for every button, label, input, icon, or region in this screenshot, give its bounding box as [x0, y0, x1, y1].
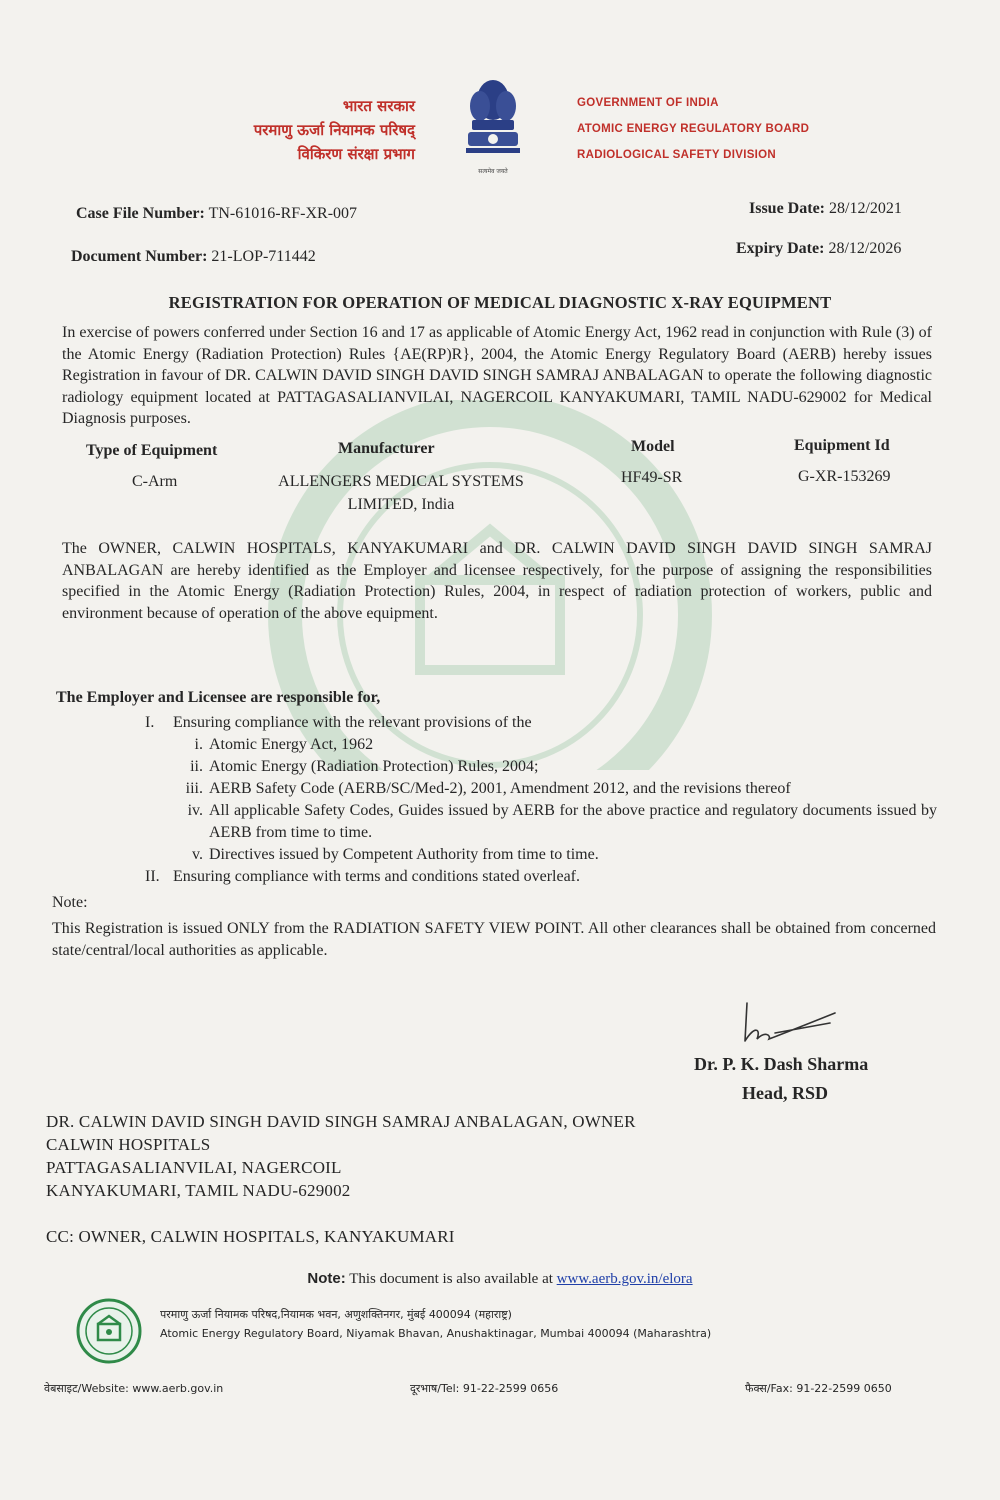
expiry-date: [736, 240, 901, 258]
footer-fax: फैक्स/Fax: 91-22-2599 0650: [745, 1382, 892, 1395]
case-file-label: Case File Number:: [76, 205, 205, 222]
table-header-equipment-id: Equipment Id: [794, 437, 890, 454]
document-label: Document Number:: [71, 248, 208, 265]
sub-item-number: iii.: [185, 780, 203, 797]
intro-paragraph: In exercise of powers conferred under Section 16 and 17 as applicable of Atomic Energy Act, 1962 read in conjunction with Rule (3) of the Atomic Energy (Radiation Protection) Rules {AE(RP)R}, 2004, the Atomic Energy Regulatory Board (AERB) hereby issues Registration in favour of DR. CALWIN DAVID SINGH DAVID SINGH SAMRAJ ANBALAGAN to operate the following diagnostic radiology equipment located at PATTAGASALIANVILAI, NAGERCOIL KANYAKUMARI, TAMIL NADU-629002 for Medical Diagnosis purposes.: [62, 324, 932, 427]
sub-item: [173, 800, 937, 844]
signatory-name: Dr. P. K. Dash Sharma: [694, 1054, 869, 1074]
cc-line: CC: OWNER, CALWIN HOSPITALS, KANYAKUMARI: [46, 1227, 455, 1246]
item-number: II.: [145, 868, 160, 885]
table-cell-manufacturer: [256, 470, 546, 516]
table-cell-model: HF49-SR: [621, 469, 683, 486]
expiry-value: 28/12/2026: [828, 240, 902, 257]
item-text: Ensuring compliance with the relevant provisions of the: [173, 714, 532, 731]
elora-link[interactable]: www.aerb.gov.in/elora: [556, 1271, 693, 1287]
note-label: Note:: [52, 894, 88, 911]
addressee-line: KANYAKUMARI, TAMIL NADU-629002: [46, 1181, 351, 1200]
sub-item-text: All applicable Safety Codes, Guides issued by AERB for the above practice and regulatory documents issued by AERB from time to time.: [209, 802, 937, 841]
sub-item-number: iv.: [187, 802, 203, 819]
document-number: [71, 248, 316, 266]
document-value: 21-LOP-711442: [211, 248, 316, 265]
responsibility-item: [145, 866, 937, 888]
national-emblem: [458, 70, 528, 180]
addressee-block: [46, 1110, 636, 1202]
english-header: [577, 90, 809, 168]
lion-capital-icon: [458, 70, 528, 180]
table-header-manufacturer: Manufacturer: [338, 440, 435, 457]
sub-item-list: [145, 734, 937, 866]
owner-paragraph: The OWNER, CALWIN HOSPITALS, KANYAKUMARI and DR. CALWIN DAVID SINGH DAVID SINGH SAMRAJ ANBALAGAN are hereby identified as the Employer and licensee respectively, for the purpose of assigning the responsibilities specified in the Atomic Energy (Radiation Protection) Rules, 2004, in respect of radiation protection of workers, public and environment because of operation of the above equipment.: [62, 540, 932, 622]
sub-item-text: Atomic Energy (Radiation Protection) Rules, 2004;: [209, 758, 539, 775]
footer-address-hindi: परमाणु ऊर्जा नियामक परिषद,नियामक भवन, अणुशक्तिनगर, मुंबई 400094 (महाराष्ट्र): [160, 1308, 512, 1321]
english-header-line: GOVERNMENT OF INDIA: [577, 97, 719, 109]
manufacturer-line: LIMITED, India: [347, 496, 455, 513]
responsibility-item: [145, 712, 937, 734]
sub-item: [173, 734, 937, 756]
footer-website: वेबसाइट/Website: www.aerb.gov.in: [44, 1382, 224, 1395]
english-header-line: RADIOLOGICAL SAFETY DIVISION: [577, 149, 777, 161]
footer-address-english: Atomic Energy Regulatory Board, Niyamak Bhavan, Anushaktinagar, Mumbai 400094 (Maharashtra): [160, 1327, 712, 1340]
signatory-title: Head, RSD: [742, 1083, 829, 1103]
table-cell-equipment-id: G-XR-153269: [798, 468, 891, 485]
issue-date: [749, 200, 902, 218]
issue-value: 28/12/2021: [829, 200, 902, 217]
hindi-header-line: विकिरण संरक्षा प्रभाग: [297, 145, 415, 163]
addressee-line: DR. CALWIN DAVID SINGH DAVID SINGH SAMRAJ ANBALAGAN, OWNER: [46, 1112, 636, 1131]
aerb-logo-icon: [76, 1298, 142, 1364]
item-text: Ensuring compliance with terms and conditions stated overleaf.: [173, 868, 580, 885]
table-header-model: Model: [631, 438, 675, 455]
hindi-header-line: परमाणु ऊर्जा नियामक परिषद्: [253, 121, 415, 139]
case-file-number: [76, 205, 357, 223]
responsibilities-heading: The Employer and Licensee are responsible for,: [56, 689, 381, 706]
sub-item: [173, 778, 937, 800]
case-file-value: TN-61016-RF-XR-007: [208, 205, 358, 222]
signature-mark: [735, 995, 845, 1050]
hindi-header: [150, 94, 415, 166]
expiry-label: Expiry Date:: [736, 240, 825, 257]
sub-item-text: Directives issued by Competent Authority from time to time.: [209, 846, 599, 863]
responsibilities-list: [145, 712, 937, 888]
footer-note: [0, 1270, 1000, 1288]
sub-item-text: AERB Safety Code (AERB/SC/Med-2), 2001, Amendment 2012, and the revisions thereof: [209, 780, 791, 797]
sub-item-number: v.: [192, 846, 203, 863]
table-cell-type: C-Arm: [132, 473, 178, 490]
hindi-header-line: भारत सरकार: [342, 97, 415, 115]
footer-tel: दूरभाष/Tel: 91-22-2599 0656: [410, 1382, 559, 1395]
footer-note-text: This document is also available at: [349, 1271, 553, 1287]
item-number: I.: [145, 714, 155, 731]
sub-item-number: ii.: [190, 758, 203, 775]
emblem-caption: सत्यमेव जयते: [478, 168, 508, 175]
document-title: REGISTRATION FOR OPERATION OF MEDICAL DIAGNOSTIC X-RAY EQUIPMENT: [168, 293, 832, 312]
sub-item: [173, 756, 937, 778]
note-text: This Registration is issued ONLY from the RADIATION SAFETY VIEW POINT. All other clearances shall be obtained from concerned state/central/local authorities as applicable.: [52, 920, 936, 959]
table-header-type: Type of Equipment: [86, 442, 218, 459]
english-header-line: ATOMIC ENERGY REGULATORY BOARD: [577, 123, 810, 135]
footer-note-label: Note:: [307, 1270, 346, 1287]
footer-address: [160, 1305, 711, 1343]
issue-label: Issue Date:: [749, 200, 825, 217]
addressee-line: PATTAGASALIANVILAI, NAGERCOIL: [46, 1158, 342, 1177]
addressee-line: CALWIN HOSPITALS: [46, 1135, 211, 1154]
sub-item-number: i.: [194, 736, 203, 753]
sub-item-text: Atomic Energy Act, 1962: [209, 736, 374, 753]
sub-item: [173, 844, 937, 866]
manufacturer-line: ALLENGERS MEDICAL SYSTEMS: [278, 473, 524, 490]
